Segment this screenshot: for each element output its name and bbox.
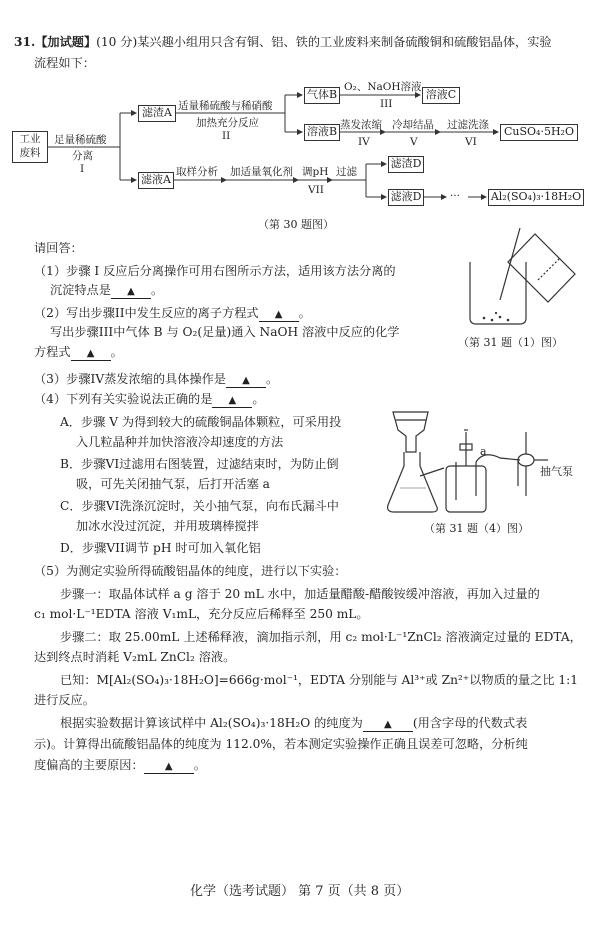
- q3-line: [34, 371, 278, 388]
- q4-text: （4）下列有关实验说法正确的是: [34, 392, 213, 406]
- q5-line: （5）为测定实验所得硫酸铝晶体的纯度，进行以下实验：: [34, 564, 347, 578]
- step6-num: VI: [465, 136, 477, 148]
- filtrate-a-op1: 取样分析: [176, 166, 218, 178]
- q2-answer-blank-1[interactable]: ▲: [259, 309, 299, 322]
- calc-text3: 度偏高的主要原因：: [34, 758, 144, 772]
- step2-cond: 加热充分反应: [196, 117, 259, 129]
- step5-label: 冷却结晶: [392, 119, 434, 131]
- product-cuso4-box: CuSO₄·5H₂O: [500, 124, 578, 141]
- figure-31-4-caption: （第 31 题（4）图）: [424, 522, 529, 535]
- start-label-1: 工业: [19, 133, 41, 145]
- step1-reagent: 足量稀硫酸: [54, 134, 107, 146]
- known-line1: 已知：M[Al₂(SO₄)₃·18H₂O]=666g·mol⁻¹，EDTA 分别能与 Al³⁺或 Zn²⁺以物质的量之比 1:1: [60, 673, 579, 687]
- option-b-line2: 吸，可先关闭抽气泵，后打开活塞 a: [76, 477, 270, 491]
- q3-text: （3）步骤IV蒸发浓缩的具体操作是: [34, 372, 226, 386]
- step4-label: 蒸发浓缩: [340, 119, 382, 131]
- calc-line2: 示)。计算得出硫酸铝晶体的纯度为 112.0%，若本测定实验操作正确且误差可忽略，分析纯: [34, 737, 528, 751]
- option-b-line1: B．步骤VI过滤用右图装置，过滤结束时，为防止倒: [60, 457, 339, 471]
- step3-num: III: [380, 98, 393, 110]
- residue-a-box: 滤渣A: [138, 105, 176, 122]
- gas-b-box: 气体B: [304, 87, 340, 104]
- filtrate-a-op2: 加适量氧化剂: [230, 166, 293, 178]
- step2-reagent: 适量稀硫酸与稀硝酸: [178, 100, 273, 112]
- residue-d-box: 滤渣D: [388, 156, 424, 173]
- q4-line: [34, 391, 265, 408]
- step1-line2: c₁ mol·L⁻¹EDTA 溶液 V₁mL，充分反应后稀释至 250 mL。: [34, 607, 369, 621]
- calc-line3: [34, 757, 206, 774]
- product-al2so43-box: Al₂(SO₄)₃·18H₂O: [488, 189, 584, 206]
- option-a-line2: 入几粒晶种并加快溶液冷却速度的方法: [76, 435, 284, 449]
- step3-reagent: O₂、NaOH溶液: [344, 81, 422, 93]
- question-intro-line2: 流程如下：: [34, 56, 95, 70]
- q1-answer-blank[interactable]: ▲: [111, 286, 151, 299]
- step4-num: IV: [358, 136, 370, 148]
- start-box-industrial-waste: [12, 131, 48, 163]
- answer-prompt: 请回答：: [34, 241, 83, 255]
- calc-text1: 根据实验数据计算该试样中 Al₂(SO₄)₃·18H₂O 的纯度为: [60, 716, 363, 730]
- q1-end: 。: [150, 283, 164, 297]
- known-line2: 进行反应。: [34, 693, 95, 707]
- calc-line1: [60, 715, 527, 732]
- calc-end1: (用含字母的代数式表: [412, 716, 528, 730]
- q2-line2: 写出步骤III中气体 B 与 O₂(足量)通入 NaOH 溶液中反应的化学: [50, 325, 400, 339]
- ellipsis: ···: [450, 190, 461, 202]
- step7-ph: 调pH: [302, 166, 329, 178]
- step5-num: V: [410, 136, 418, 148]
- solution-b-box: 溶液B: [304, 124, 340, 141]
- step2-num: II: [222, 130, 231, 142]
- q2-end3: 。: [110, 345, 123, 359]
- q2-text: （2）写出步骤II中发生反应的离子方程式: [34, 306, 259, 320]
- step2-line2: 达到终点时消耗 V₂mL ZnCl₂ 溶液。: [34, 650, 236, 664]
- question-number: 31.: [14, 35, 36, 49]
- q2-answer-blank-2[interactable]: ▲: [71, 348, 111, 361]
- q2-text3: 方程式: [34, 345, 71, 359]
- flowchart-caption: （第 30 题图）: [258, 218, 334, 231]
- q1-line2: [50, 282, 163, 299]
- step1-line1: 步骤一：取晶体试样 a g 溶于 20 mL 水中，加适量醋酸-醋酸铵缓冲溶液，再加入过量的: [60, 587, 540, 601]
- calc-end3: 。: [193, 758, 206, 772]
- q2-line1: [34, 305, 311, 322]
- step7-num: VII: [308, 184, 324, 196]
- step1-num: I: [80, 163, 85, 175]
- step7-filter: 过滤: [336, 166, 357, 178]
- option-a-line1: A．步骤 V 为得到较大的硫酸铜晶体颗粒，可采用投: [60, 415, 342, 429]
- option-c-line2: 加冰水没过沉淀，并用玻璃棒搅拌: [76, 519, 259, 533]
- figure-31-1-caption: （第 31 题（1）图）: [458, 336, 563, 349]
- step1-op: 分离: [72, 150, 93, 162]
- q4-end: 。: [252, 392, 265, 406]
- page-footer: 化学（选考试题） 第 7 页（共 8 页）: [190, 884, 410, 899]
- pump-label: 抽气泵: [540, 465, 573, 478]
- option-c-line1: C．步骤VI洗涤沉淀时，关小抽气泵，向布氏漏斗中: [60, 499, 339, 513]
- q4-answer-blank[interactable]: ▲: [212, 395, 252, 408]
- option-d-line: D．步骤VII调节 pH 时可加入氧化铝: [60, 541, 261, 555]
- filtrate-d-box: 滤液D: [388, 189, 424, 206]
- question-intro: (10 分)某兴趣小组用只含有铜、铝、铁的工业废料来制备硫酸铜和硫酸铝晶体，实验: [96, 35, 552, 49]
- stopcock-a-label: a: [480, 445, 487, 458]
- q3-answer-blank[interactable]: ▲: [226, 375, 266, 388]
- q1-text: 沉淀特点是: [50, 283, 111, 297]
- step6-label: 过滤洗涤: [447, 119, 489, 131]
- q5-answer-blank-1[interactable]: ▲: [363, 719, 413, 732]
- filtrate-a-box: 滤液A: [138, 172, 174, 189]
- q1-line1: （1）步骤 I 反应后分离操作可用右图所示方法，适用该方法分离的: [34, 264, 396, 278]
- step2-line1: 步骤二：取 25.00mL 上述稀释液，滴加指示剂，用 c₂ mol·L⁻¹ZnCl₂ 溶液滴定过量的 EDTA，: [60, 630, 582, 644]
- q2-line3: [34, 344, 123, 361]
- start-label-2: 废料: [19, 147, 41, 159]
- q3-end: 。: [266, 372, 279, 386]
- q5-answer-blank-2[interactable]: ▲: [144, 761, 194, 774]
- q2-end1: 。: [298, 306, 311, 320]
- solution-c-box: 溶液C: [422, 87, 460, 104]
- question-tag: 【加试题】: [35, 35, 97, 49]
